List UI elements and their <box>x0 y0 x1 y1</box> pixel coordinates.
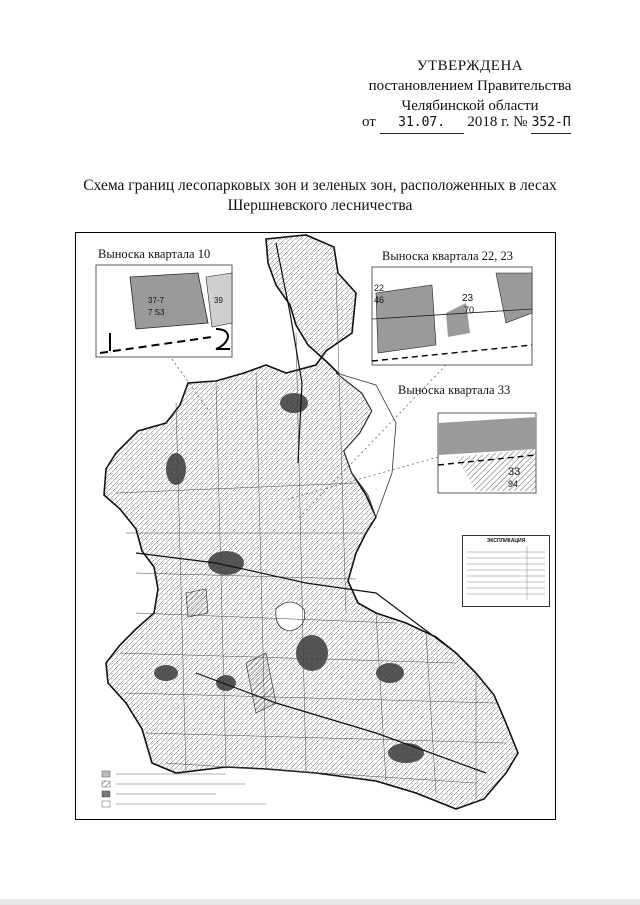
callout-10-code-1: 37-7 <box>148 296 165 305</box>
approval-date: 31.07. <box>380 113 464 134</box>
callout-33-code-1: 33 <box>508 466 521 478</box>
approval-prefix: от <box>362 114 376 130</box>
callout-label-33: Выноска квартала 33 <box>398 383 511 397</box>
approval-year: 2018 г. № <box>467 114 528 130</box>
callout-33-code-2: 94 <box>508 479 519 489</box>
callout-label-22-23: Выноска квартала 22, 23 <box>382 249 513 263</box>
callout-10-code-3: 39 <box>214 296 223 305</box>
approval-title: УТВЕРЖДЕНА <box>416 58 524 74</box>
callout-quarter-22-23 <box>372 267 532 365</box>
callout-quarter-33 <box>438 413 536 493</box>
map-canvas <box>76 233 555 819</box>
explication-title: ЭКСПЛИКАЦИЯ <box>486 538 526 544</box>
forest-map <box>75 232 556 820</box>
callout-22-code-1: 22 <box>374 283 385 293</box>
map-legend <box>102 771 266 807</box>
document-title-line-1: Схема границ лесопарковых зон и зеленых зон, расположенных в лесах <box>83 177 557 194</box>
document-title <box>40 176 600 216</box>
approval-line-1: постановлением Правительства <box>368 78 572 94</box>
explication-rows <box>463 546 549 606</box>
callout-22-code-2: 46 <box>374 295 385 305</box>
explication-table <box>462 535 550 607</box>
approval-line-2: Челябинской области <box>401 98 539 114</box>
approval-stamp <box>360 56 580 130</box>
callout-23-code-2: 70 <box>464 305 475 315</box>
document-title-line-2: Шершневского лесничества <box>227 197 413 214</box>
callout-23-code-1: 23 <box>462 293 474 304</box>
callout-label-10: Выноска квартала 10 <box>98 247 211 261</box>
callout-quarter-10 <box>96 265 232 357</box>
approval-dateline <box>362 112 592 134</box>
scan-edge <box>0 899 640 905</box>
approval-number: 352-П <box>531 113 571 134</box>
callout-10-code-2: 7 S3 <box>148 308 165 317</box>
